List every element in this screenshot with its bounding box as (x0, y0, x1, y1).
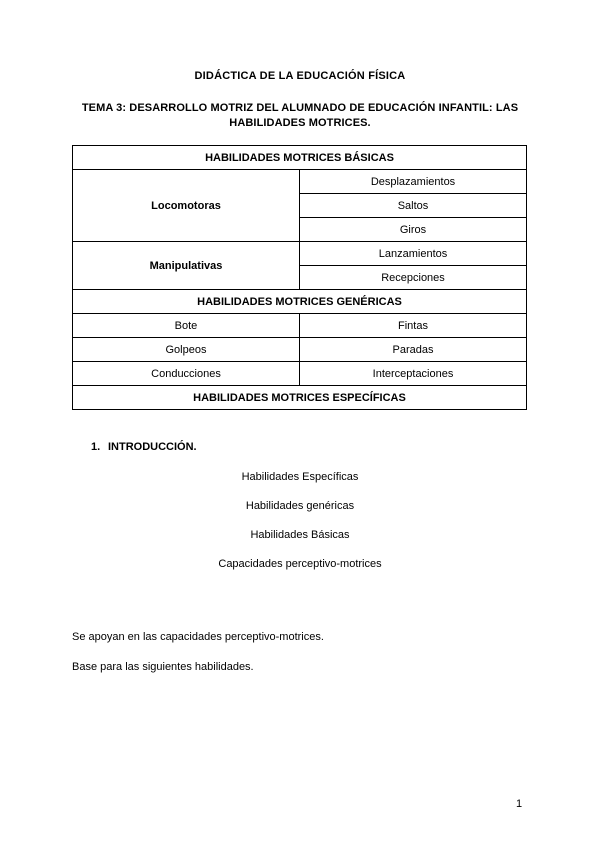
table-cell: Golpeos (73, 338, 300, 362)
section-title: INTRODUCCIÓN. (108, 441, 197, 453)
manipulativas-label: Manipulativas (73, 242, 300, 290)
document-title: DIDÁCTICA DE LA EDUCACIÓN FÍSICA (194, 70, 406, 82)
table-row (73, 386, 527, 410)
table-cell: Paradas (300, 338, 527, 362)
table-cell: Lanzamientos (300, 242, 527, 266)
generic-skills-header: HABILIDADES MOTRICES GENÉRICAS (73, 290, 527, 314)
table-cell: Saltos (300, 194, 527, 218)
skills-hierarchy (0, 470, 600, 586)
table-row (73, 314, 527, 338)
table-cell: Desplazamientos (300, 170, 527, 194)
table-row (73, 170, 527, 194)
table-cell: Interceptaciones (300, 362, 527, 386)
page-number: 1 (516, 798, 523, 810)
table-row (73, 242, 527, 266)
section-number: 1. (91, 441, 101, 453)
paragraph: Se apoyan en las capacidades perceptivo-motrices. (72, 631, 324, 643)
hierarchy-item: Habilidades Básicas (250, 529, 350, 541)
table-cell: Bote (73, 314, 300, 338)
table-row (73, 338, 527, 362)
motor-skills-table (72, 145, 527, 410)
table-cell: Recepciones (300, 266, 527, 290)
hierarchy-item: Capacidades perceptivo-motrices (218, 558, 382, 570)
table-row (73, 146, 527, 170)
hierarchy-item: Habilidades genéricas (245, 500, 355, 512)
section-heading (91, 441, 197, 453)
hierarchy-item: Habilidades Específicas (241, 471, 359, 483)
paragraph: Base para las siguientes habilidades. (72, 661, 254, 673)
specific-skills-header: HABILIDADES MOTRICES ESPECÍFICAS (73, 386, 527, 410)
table-cell: Fintas (300, 314, 527, 338)
table-cell: Giros (300, 218, 527, 242)
topic-title: TEMA 3: DESARROLLO MOTRIZ DEL ALUMNADO DE EDUCACIÓN INFANTIL: LAS HABILIDADES MOTRICES. (81, 102, 519, 129)
table-row (73, 290, 527, 314)
basic-skills-header: HABILIDADES MOTRICES BÁSICAS (73, 146, 527, 170)
table-row (73, 362, 527, 386)
table-cell: Conducciones (73, 362, 300, 386)
locomotoras-label: Locomotoras (73, 170, 300, 242)
